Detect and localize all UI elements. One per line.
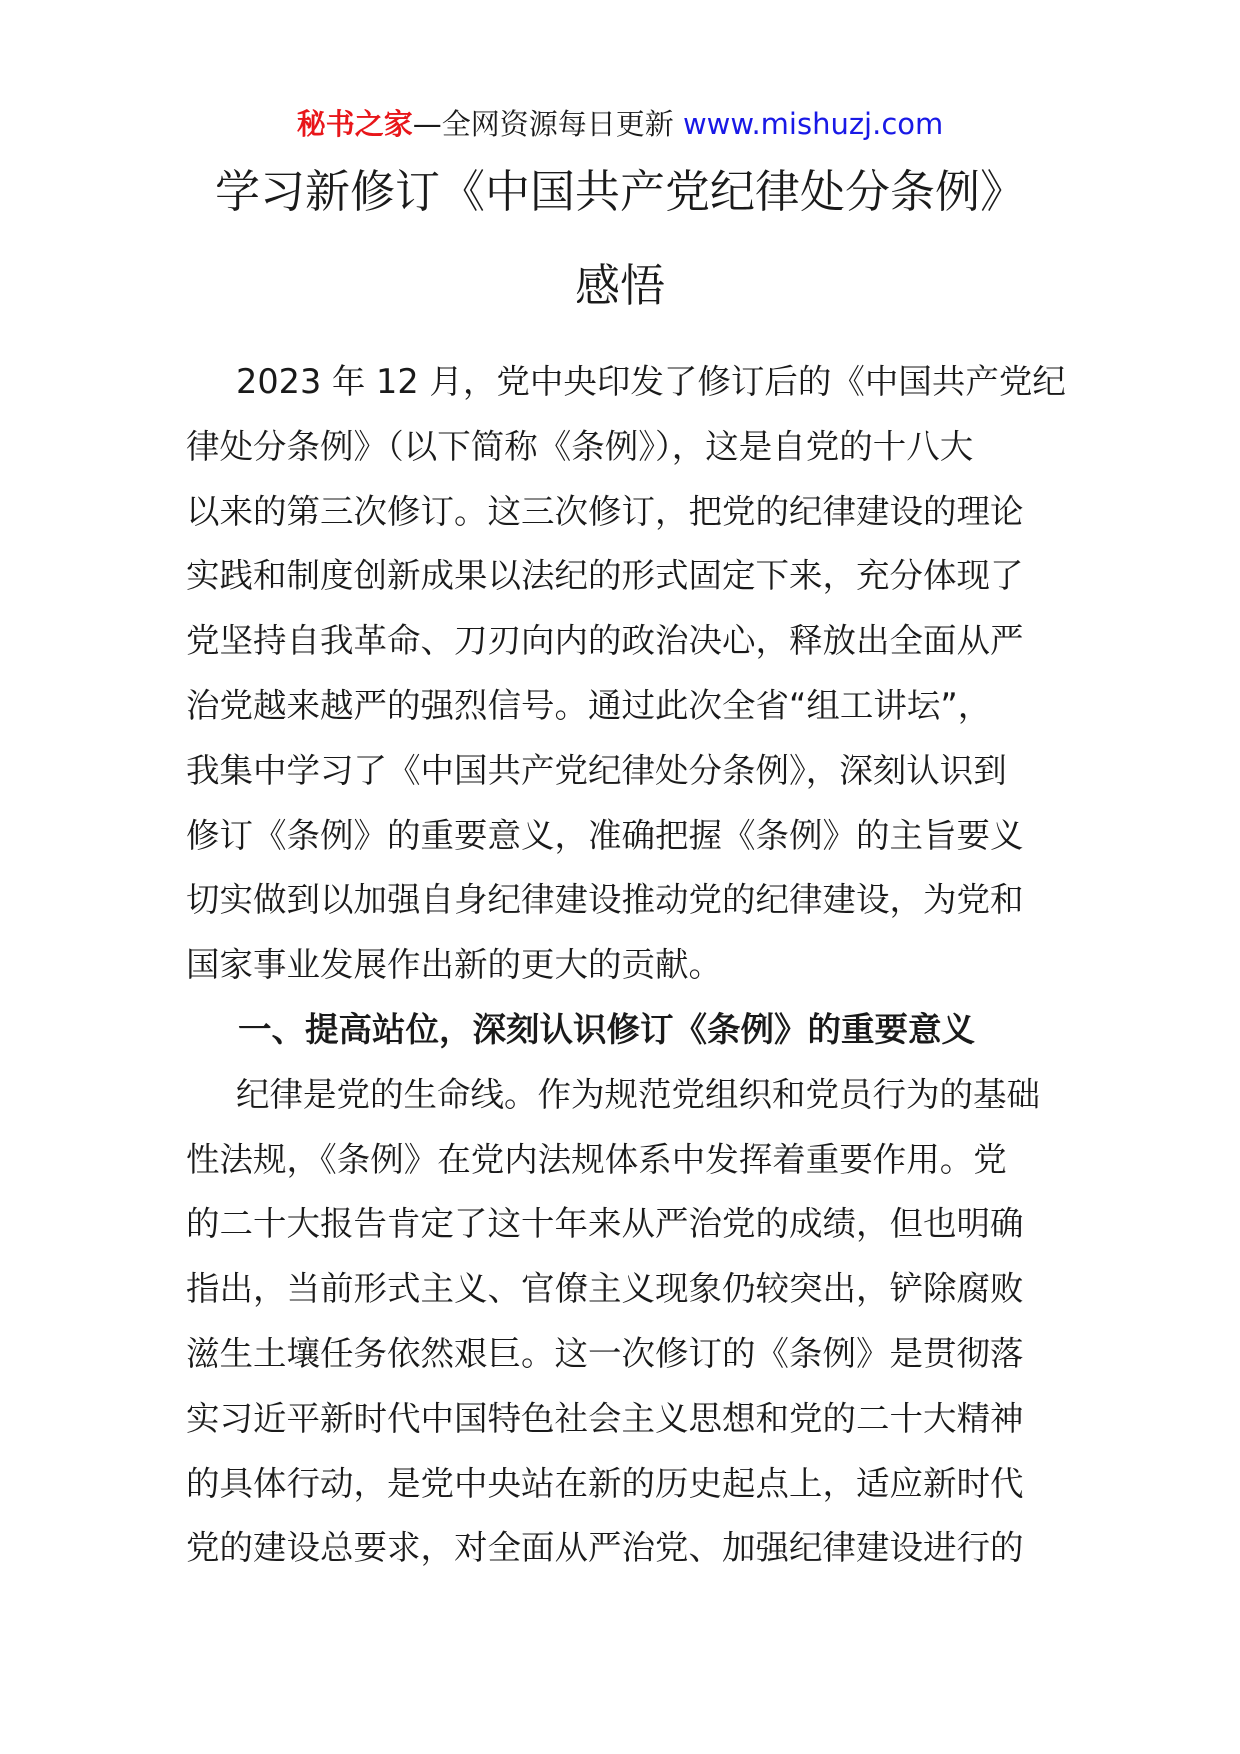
brand-name: 秘书之家: [296, 107, 413, 141]
paragraph-line: 党的建设总要求，对全面从严治党、加强纪律建设进行的: [186, 1528, 1024, 1568]
site-header: [0, 104, 1240, 144]
paragraph-line: 实践和制度创新成果以法纪的形式固定下来，充分体现了: [186, 556, 1024, 596]
paragraph-line: 修订《条例》的重要意义，准确把握《条例》的主旨要义: [186, 815, 1024, 855]
paragraph-line: 以来的第三次修订。这三次修订，把党的纪律建设的理论: [186, 491, 1024, 531]
paragraph-line: 2023 年 12 月，党中央印发了修订后的《中国共产党纪: [236, 362, 1066, 401]
paragraph-line: 实习近平新时代中国特色社会主义思想和党的二十大精神: [186, 1398, 1024, 1438]
paragraph-line: 切实做到以加强自身纪律建设推动党的纪律建设，为党和: [186, 880, 1024, 920]
paragraph-line: 指出，当前形式主义、官僚主义现象仍较突出，铲除腐败: [186, 1269, 1024, 1309]
paragraph-line: 国家事业发展作出新的更大的贡献。: [186, 945, 722, 985]
header-tagline: —全网资源每日更新: [412, 107, 674, 141]
paragraph-line: 治党越来越严的强烈信号。通过此次全省“组工讲坛”，: [186, 685, 992, 725]
paragraph-line: 律处分条例》（以下简称《条例》），这是自党的十八大: [186, 426, 974, 466]
paragraph-line: 的二十大报告肯定了这十年来从严治党的成绩，但也明确: [186, 1204, 1024, 1244]
paragraph-line: 党坚持自我革命、刀刃向内的政治决心，释放出全面从严: [186, 621, 1024, 661]
site-url-link[interactable]: www.mishuzj.com: [682, 107, 944, 141]
document-body: [186, 350, 1066, 1581]
document-title: 学习新修订《中国共产党纪律处分条例》: [214, 165, 1025, 218]
paragraph-line: 滋生土壤任务依然艰巨。这一次修订的《条例》是贯彻落: [186, 1333, 1024, 1373]
paragraph-line: 的具体行动，是党中央站在新的历史起点上，适应新时代: [186, 1463, 1024, 1503]
paragraph-line: 纪律是党的生命线。作为规范党组织和党员行为的基础: [236, 1074, 1040, 1114]
paragraph-line: 性法规，《条例》在党内法规体系中发挥着重要作用。党: [186, 1139, 1007, 1179]
section-heading: 一、提高站位，深刻认识修订《条例》的重要意义: [238, 1009, 975, 1049]
paragraph-line: 我集中学习了《中国共产党纪律处分条例》，深刻认识到: [186, 750, 1007, 790]
document-title-line2: 感悟: [574, 259, 665, 312]
